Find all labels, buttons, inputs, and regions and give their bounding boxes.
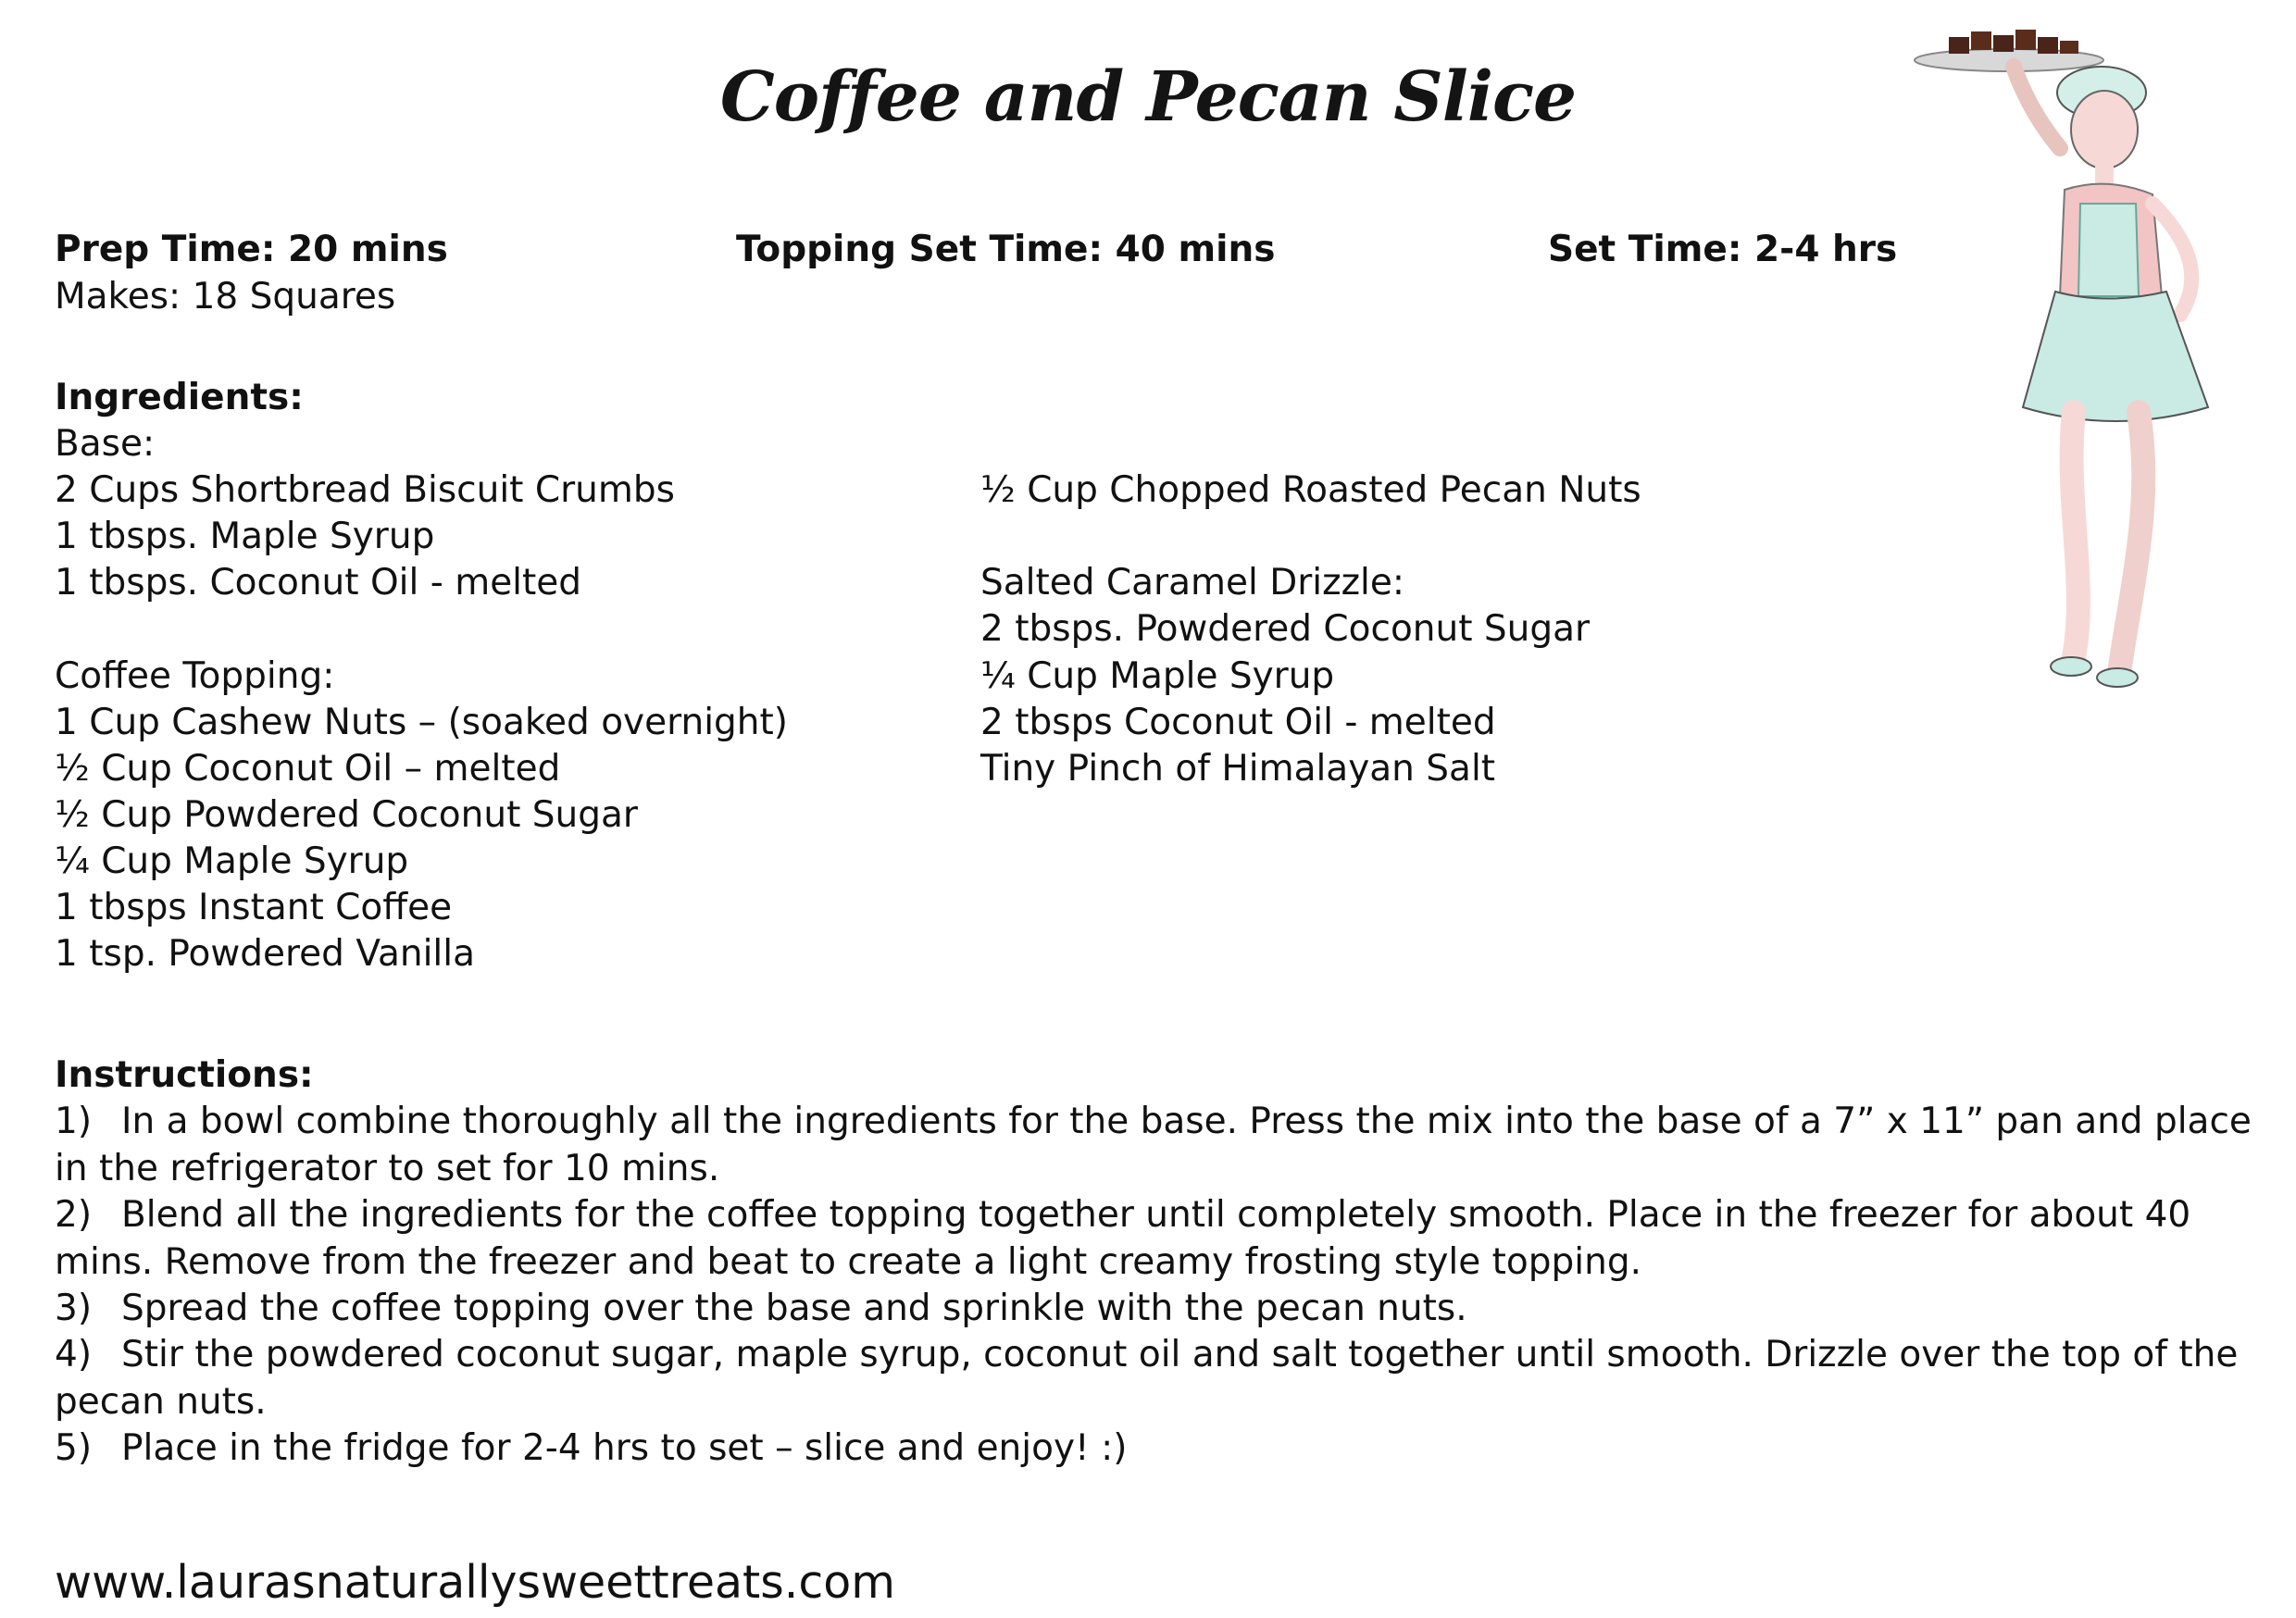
instruction-step-2	[55, 1192, 2277, 1286]
step-text: Blend all the ingredients for the coffee topping together until completely smooth. Place in the freezer for about 40 mins. Remove from the freezer and beat to create a light creamy frosting style topping.	[55, 1194, 2191, 1283]
list-item: 1 tbsps Instant Coffee	[55, 887, 453, 928]
page-title: Coffee and Pecan Slice	[719, 57, 1577, 137]
list-item: ¼ Cup Maple Syrup	[55, 840, 409, 882]
list-item: 2 tbsps Coconut Oil - melted	[980, 702, 1496, 743]
instruction-step-3	[55, 1286, 2277, 1333]
step-text: Place in the fridge for 2-4 hrs to set – slice and enjoy! :)	[121, 1427, 1128, 1469]
website-url: www.laurasnaturallysweettreats.com	[55, 1556, 895, 1609]
step-text: In a bowl combine thoroughly all the ingredients for the base. Press the mix into the base of a 7” x 11” pan and place in the refrigerator to set for 10 mins.	[55, 1101, 2252, 1189]
step-text: Stir the powdered coconut sugar, maple syrup, coconut oil and salt together until smooth. Drizzle over the top of the pecan nuts.	[55, 1334, 2239, 1423]
set-time: Set Time: 2-4 hrs	[1548, 229, 1898, 270]
pecan-item: ½ Cup Chopped Roasted Pecan Nuts	[980, 469, 1641, 511]
step-number: 2)	[55, 1194, 93, 1236]
list-item: 2 tbsps. Powdered Coconut Sugar	[980, 608, 1591, 650]
prep-time: Prep Time: 20 mins	[55, 229, 448, 270]
caramel-label: Salted Caramel Drizzle:	[980, 562, 1405, 604]
instruction-step-4	[55, 1332, 2277, 1425]
step-number: 1)	[55, 1101, 93, 1142]
topping-set-time: Topping Set Time: 40 mins	[736, 229, 1276, 270]
step-text: Spread the coffee topping over the base and sprinkle with the pecan nuts.	[121, 1288, 1467, 1329]
list-item: 1 tbsps. Maple Syrup	[55, 516, 435, 557]
step-number: 5)	[55, 1427, 93, 1469]
instruction-step-5	[55, 1425, 2277, 1473]
list-item: ½ Cup Powdered Coconut Sugar	[55, 794, 638, 836]
ingredients-heading: Ingredients:	[55, 377, 304, 418]
instruction-step-1	[55, 1099, 2277, 1192]
list-item: ¼ Cup Maple Syrup	[980, 655, 1335, 697]
step-number: 4)	[55, 1334, 93, 1375]
list-item: ½ Cup Coconut Oil – melted	[55, 748, 561, 790]
pinup-baker-illustration-icon	[1875, 19, 2264, 703]
list-item: 1 tbsps. Coconut Oil - melted	[55, 562, 582, 604]
makes: Makes: 18 Squares	[55, 276, 396, 317]
coffee-topping-label: Coffee Topping:	[55, 655, 335, 697]
step-number: 3)	[55, 1288, 93, 1329]
instructions-heading: Instructions:	[55, 1054, 314, 1096]
list-item: 1 Cup Cashew Nuts – (soaked overnight)	[55, 702, 789, 743]
list-item: 2 Cups Shortbread Biscuit Crumbs	[55, 469, 675, 511]
base-label: Base:	[55, 423, 156, 465]
list-item: Tiny Pinch of Himalayan Salt	[980, 748, 1496, 790]
list-item: 1 tsp. Powdered Vanilla	[55, 933, 476, 975]
